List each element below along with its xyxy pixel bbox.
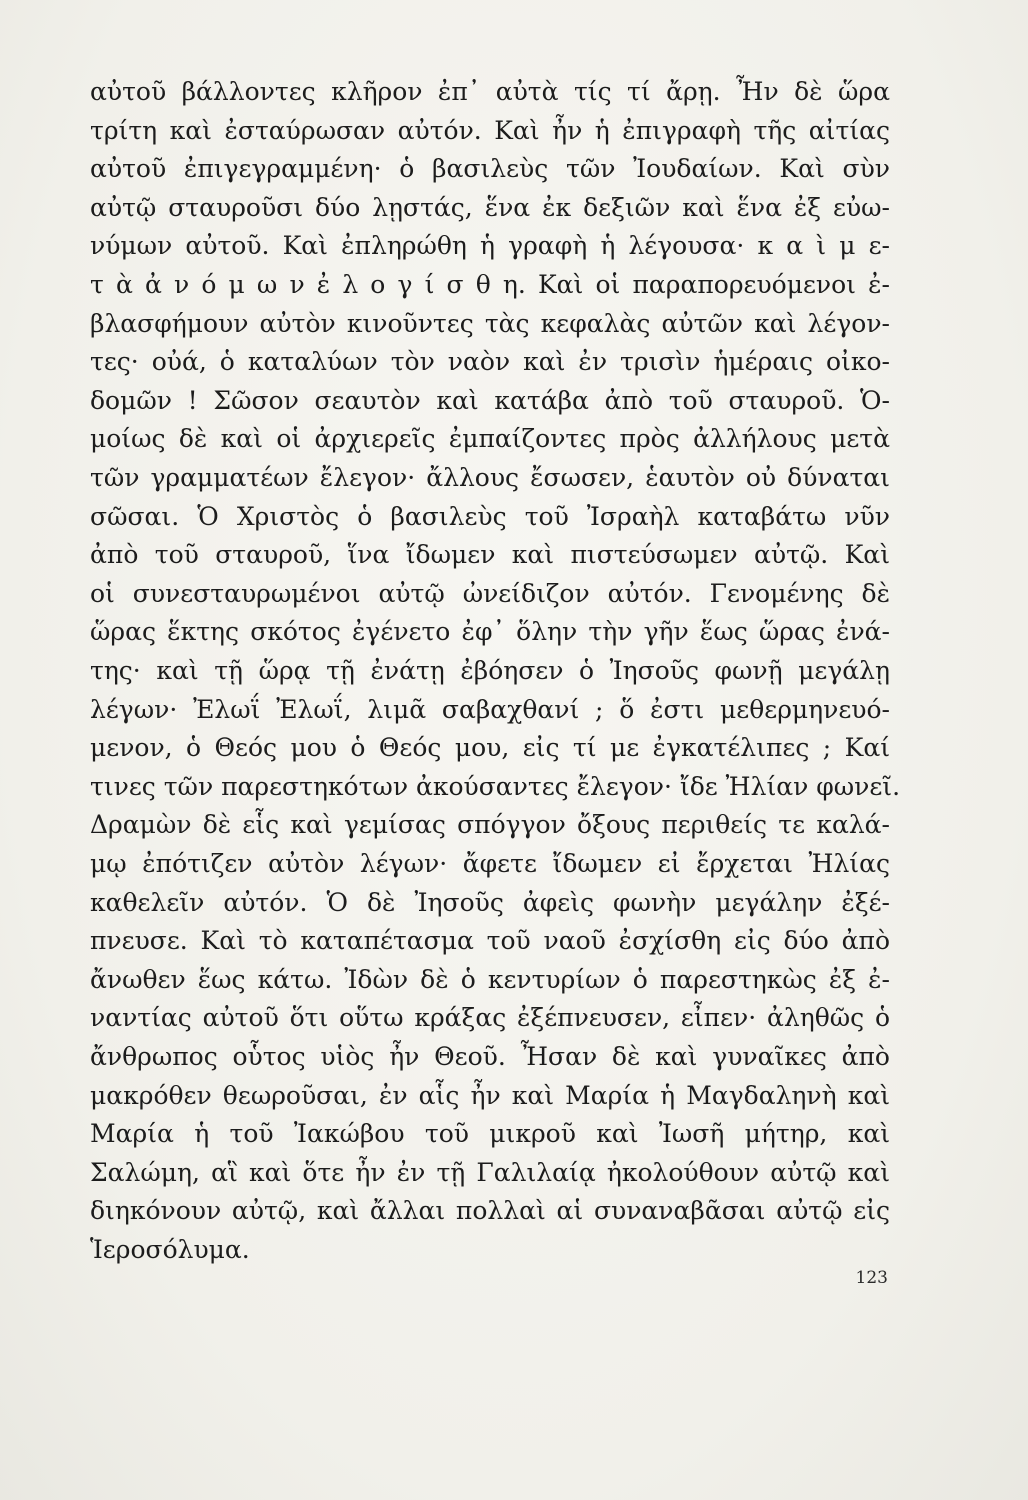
text-line: διηκόνουν αὐτῷ, καὶ ἄλλαι πολλαὶ αἱ συναναβᾶσαι αὐτῷ εἰς	[90, 1196, 890, 1226]
text-line: Δραμὼν δὲ εἷς καὶ γεμίσας σπόγγον ὄξους περιθείς τε καλά-	[90, 810, 890, 840]
text-line: τῶν γραμματέων ἔλεγον· ἄλλους ἔσωσεν, ἑαυτὸν οὐ δύναται	[90, 463, 890, 492]
text-line: τρίτη καὶ ἐσταύρωσαν αὐτόν. Καὶ ἦν ἡ ἐπιγραφὴ τῆς αἰτίας	[90, 115, 890, 145]
text-line: Σαλώμη, αἳ καὶ ὅτε ἦν ἐν τῇ Γαλιλαίᾳ ἠκολούθουν αὐτῷ καὶ	[90, 1157, 890, 1187]
text-line: πνευσε. Καὶ τὸ καταπέτασμα τοῦ ναοῦ ἐσχίσθη εἰς δύο ἀπὸ	[90, 926, 890, 956]
text-line: οἱ συνεσταυρωμένοι αὐτῷ ὠνείδιζον αὐτόν. Γενομένης δὲ	[90, 578, 890, 608]
text-line-final: Ἱεροσόλυμα.	[90, 1235, 250, 1264]
text-line: λέγων· Ἐλωΐ Ἐλωΐ, λιμᾶ σαβαχθανί ; ὅ ἐστι μεθερμηνευό-	[90, 694, 890, 724]
text-line: νύμων αὐτοῦ. Καὶ ἐπληρώθη ἡ γραφὴ ἡ λέγουσα· κ α ὶ μ ε-	[90, 231, 890, 261]
text-line: Μαρία ἡ τοῦ Ἰακώβου τοῦ μικροῦ καὶ Ἰωσῆ μήτηρ, καὶ	[90, 1119, 890, 1149]
text-line: τες· οὐά, ὁ καταλύων τὸν ναὸν καὶ ἐν τρισὶν ἡμέραις οἰκο-	[90, 347, 890, 377]
text-line: αὐτοῦ ἐπιγεγραμμένη· ὁ βασιλεὺς τῶν Ἰουδαίων. Καὶ σὺν	[90, 154, 890, 184]
text-line: καθελεῖν αὐτόν. Ὁ δὲ Ἰησοῦς ἀφεὶς φωνὴν μεγάλην ἐξέ-	[90, 887, 890, 917]
page-number: 123	[855, 1268, 888, 1288]
text-line: βλασφήμουν αὐτὸν κινοῦντες τὰς κεφαλὰς αὐτῶν καὶ λέγον-	[90, 308, 890, 338]
text-line: αὐτοῦ βάλλοντες κλῆρον ἐπ᾽ αὐτὰ τίς τί ἄρῃ. Ἦν δὲ ὥρα	[90, 77, 890, 106]
text-line: τινες τῶν παρεστηκότων ἀκούσαντες ἔλεγον· ἴδε Ἠλίαν φωνεῖ.	[90, 771, 901, 801]
text-line: ἄνθρωπος οὗτος υἱὸς ἦν Θεοῦ. Ἦσαν δὲ καὶ γυναῖκες ἀπὸ	[90, 1042, 890, 1071]
text-line: ὥρας ἕκτης σκότος ἐγένετο ἐφ᾽ ὅλην τὴν γῆν ἕως ὥρας ἐνά-	[90, 617, 890, 647]
text-line: μακρόθεν θεωροῦσαι, ἐν αἷς ἦν καὶ Μαρία ἡ Μαγδαληνὴ καὶ	[90, 1080, 890, 1110]
text-line: σῶσαι. Ὁ Χριστὸς ὁ βασιλεὺς τοῦ Ἰσραὴλ καταβάτω νῦν	[90, 501, 890, 531]
text-line: δομῶν ! Σῶσον σεαυτὸν καὶ κατάβα ἀπὸ τοῦ σταυροῦ. Ὁ-	[90, 385, 890, 415]
text-line: της· καὶ τῇ ὥρᾳ τῇ ἐνάτῃ ἐβόησεν ὁ Ἰησοῦς φωνῇ μεγάλῃ	[90, 656, 890, 685]
text-line: ναντίας αὐτοῦ ὅτι οὕτω κράξας ἐξέπνευσεν, εἶπεν· ἀληθῶς ὁ	[90, 1003, 890, 1033]
text-line: αὐτῷ σταυροῦσι δύο λῃστάς, ἕνα ἐκ δεξιῶν καὶ ἕνα ἐξ εὐω-	[90, 192, 890, 222]
text-line: ἀπὸ τοῦ σταυροῦ, ἵνα ἴδωμεν καὶ πιστεύσωμεν αὐτῷ. Καὶ	[90, 540, 890, 570]
text-line: τ ὰ ἀ ν ό μ ω ν ἐ λ ο γ ί σ θ η. Καὶ οἱ παραπορευόμενοι ἐ-	[90, 270, 890, 299]
text-line: μῳ ἐπότιζεν αὐτὸν λέγων· ἄφετε ἴδωμεν εἰ ἔρχεται Ἠλίας	[90, 849, 890, 878]
text-line: ἄνωθεν ἕως κάτω. Ἰδὼν δὲ ὁ κεντυρίων ὁ παρεστηκὼς ἐξ ἐ-	[90, 964, 890, 994]
text-line: μοίως δὲ καὶ οἱ ἀρχιερεῖς ἐμπαίζοντες πρὸς ἀλλήλους μετὰ	[90, 424, 890, 454]
text-line: μενον, ὁ Θεός μου ὁ Θεός μου, εἰς τί με ἐγκατέλιπες ; Καί	[90, 733, 890, 763]
